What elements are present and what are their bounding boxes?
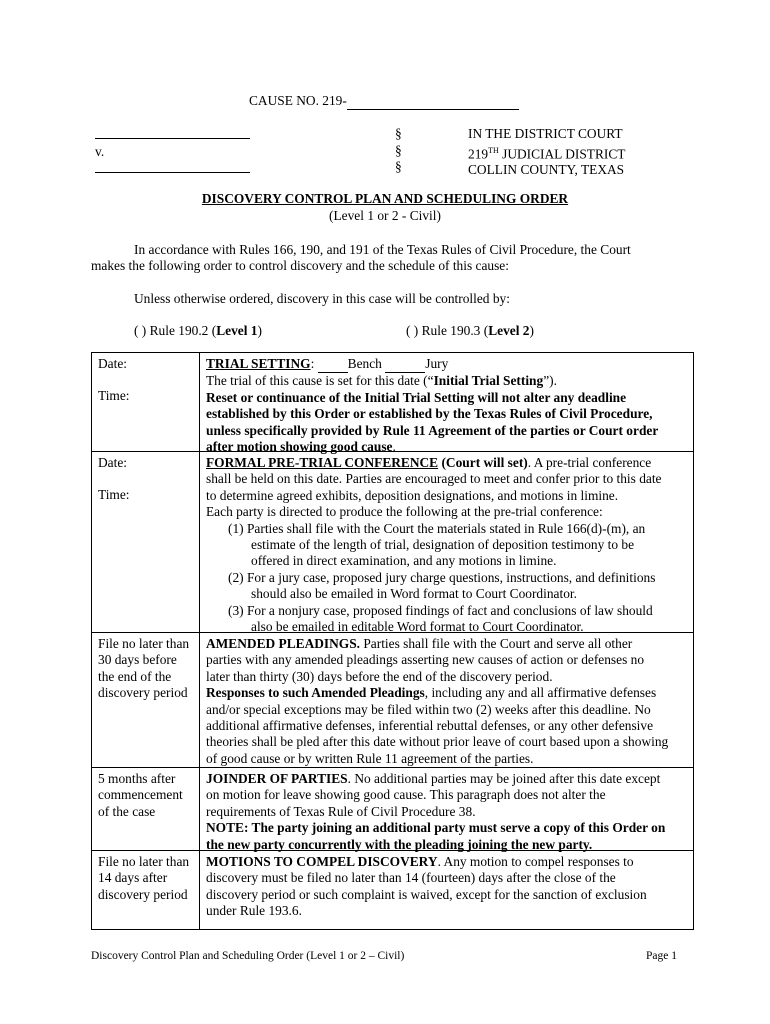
trial-date-label: Date:	[98, 356, 127, 371]
level-2-bold: Level 2	[488, 323, 530, 338]
level-1-suffix: )	[257, 323, 262, 338]
section-symbol: §	[395, 126, 402, 141]
trial-reset-line: after motion showing good cause	[206, 439, 393, 455]
court-caption	[468, 126, 625, 179]
trial-line-2-post: ”).	[543, 373, 557, 389]
responses-heading: Responses to such Amended Pleadings	[206, 685, 425, 701]
section-symbol: §	[395, 159, 402, 174]
joinder-note: the new party concurrently with the pleading joining the new party.	[206, 836, 593, 852]
pretrial-item	[206, 521, 690, 570]
trial-setting-row	[92, 353, 693, 455]
court-line-2	[468, 143, 625, 163]
title-sub: (Level 1 or 2 - Civil)	[329, 207, 441, 223]
pretrial-heading: FORMAL PRE-TRIAL CONFERENCE	[206, 455, 439, 470]
pretrial-text	[206, 455, 690, 635]
item-text: For a nonjury case, proposed findings of fact and conclusions of law should	[246, 602, 653, 618]
pretrial-line: shall be held on this date. Parties are encouraged to meet and confer prior to this date	[206, 471, 662, 487]
deadline-line: 5 months after	[98, 771, 176, 786]
item-number: (1)	[228, 520, 244, 536]
joinder-line: requirements of Texas Rule of Civil Procedure 38.	[206, 803, 476, 819]
amended-pleadings-row	[92, 632, 693, 768]
compel-line-1: . Any motion to compel responses to	[437, 854, 634, 869]
intro-line-2: makes the following order to control discovery and the schedule of this cause:	[91, 258, 509, 274]
responses-line-1: , including any and all affirmative defenses	[424, 685, 657, 701]
joinder-note: NOTE: The party joining an additional party must serve a copy of this Order on	[206, 820, 666, 836]
district-number: 219	[468, 145, 489, 161]
cause-number-blank[interactable]	[347, 93, 519, 110]
trial-reset-line: established by this Order or established by the Texas Rules of Civil Procedure,	[206, 406, 653, 422]
pretrial-item	[206, 603, 690, 636]
pretrial-date-label: Date:	[98, 455, 127, 470]
pretrial-item	[206, 570, 690, 603]
trial-heading: TRIAL SETTING	[206, 356, 311, 371]
pretrial-time-label: Time:	[98, 487, 130, 502]
court-will-set: (Court will set)	[438, 455, 528, 470]
amended-pleadings-text	[206, 636, 690, 767]
compel-deadline-label	[98, 854, 198, 903]
amended-line: theories shall be pled after this date without prior leave of court based upon a showing	[206, 734, 669, 750]
intro-paragraph	[91, 242, 691, 275]
deadline-line: of the case	[98, 803, 156, 819]
jury-blank[interactable]	[385, 356, 425, 373]
deadline-line: 30 days before	[98, 652, 177, 668]
versus-label: v.	[95, 144, 105, 159]
trial-reset-line: Reset or continuance of the Initial Trial Setting will not alter any deadline	[206, 389, 627, 405]
compel-line: discovery must be filed no later than 14 (fourteen) days after the close of the	[206, 870, 616, 886]
pretrial-line: Each party is directed to produce the following at the pre-trial conference:	[206, 504, 603, 520]
item-number: (2)	[228, 569, 244, 585]
trial-setting-text	[206, 356, 690, 455]
title-main: DISCOVERY CONTROL PLAN AND SCHEDULING ORDER	[201, 191, 569, 206]
trial-reset-line: unless specifically provided by Rule 11 Agreement of the parties or Court order	[206, 422, 659, 438]
compel-line: discovery period or such complaint is waived, except for the sanction of exclusion	[206, 886, 647, 902]
trial-line-2-pre: The trial of this cause is set for this date (“	[206, 373, 434, 389]
compel-text	[206, 854, 690, 920]
document-title	[91, 191, 679, 224]
level-1-bold: Level 1	[216, 323, 258, 338]
court-line-1: IN THE DISTRICT COURT	[468, 126, 623, 141]
defendant-blank[interactable]	[95, 158, 250, 173]
deadline-line: File no later than	[98, 636, 190, 651]
joinder-line-1: . No additional parties may be joined after this date except	[347, 771, 661, 786]
motions-to-compel-row	[92, 850, 693, 931]
deadline-line: File no later than	[98, 854, 190, 869]
intro-line-1: In accordance with Rules 166, 190, and 191 of the Texas Rules of Civil Procedure, the Court	[134, 242, 631, 257]
item-text: should also be emailed in Word format to Court Coordinator.	[251, 586, 577, 602]
level-2-suffix: )	[529, 323, 534, 338]
district-suffix: TH	[488, 145, 499, 155]
deadline-line: discovery period	[98, 685, 188, 701]
pretrial-conference-row	[92, 451, 693, 633]
level-1-option[interactable]	[134, 323, 262, 339]
deadline-line: 14 days after	[98, 870, 168, 886]
amended-line: parties with any amended pleadings asserting new causes of action or defenses no	[206, 652, 645, 668]
trial-time-label: Time:	[98, 388, 130, 403]
amended-heading: AMENDED PLEADINGS.	[206, 636, 361, 651]
court-line-3: COLLIN COUNTY, TEXAS	[468, 162, 625, 178]
pretrial-heading-post: . A pre-trial conference	[527, 455, 652, 470]
page-number: Page 1	[646, 950, 677, 962]
item-text: Parties shall file with the Court the materials stated in Rule 166(d)-(m), an	[246, 520, 646, 536]
control-statement: Unless otherwise ordered, discovery in this case will be controlled by:	[134, 291, 510, 306]
amended-line-1: Parties shall file with the Court and serve all other	[360, 636, 633, 651]
section-symbol: §	[395, 142, 402, 158]
joinder-deadline-label	[98, 771, 198, 820]
item-text: offered in direct examination, and any motions in limine.	[251, 553, 557, 569]
item-text: estimate of the length of trial, designation of deposition testimony to be	[251, 537, 635, 553]
schedule-table	[91, 352, 694, 930]
pretrial-line: to determine agreed exhibits, deposition designations, and motions in limine.	[206, 487, 619, 503]
compel-heading: MOTIONS TO COMPEL DISCOVERY	[206, 854, 438, 869]
item-text: also be emailed in editable Word format to Court Coordinator.	[251, 619, 584, 635]
joinder-text	[206, 771, 690, 853]
jury-label: Jury	[425, 356, 449, 371]
trial-reset-period: .	[392, 439, 396, 455]
district-label: JUDICIAL DISTRICT	[498, 145, 626, 161]
compel-line: under Rule 193.6.	[206, 903, 302, 919]
bench-blank[interactable]	[318, 356, 348, 373]
footer-title: Discovery Control Plan and Scheduling Order (Level 1 or 2 – Civil)	[91, 950, 405, 962]
deadline-line: commencement	[98, 787, 183, 803]
deadline-line: the end of the	[98, 668, 172, 684]
plaintiff-blank[interactable]	[95, 124, 250, 139]
amended-line: and/or special exceptions may be filed within two (2) weeks after this deadline. No	[206, 701, 651, 717]
cause-label: CAUSE NO. 219-	[249, 93, 347, 108]
joinder-row	[92, 767, 693, 851]
bench-label: Bench	[347, 356, 382, 371]
level-2-prefix: ( ) Rule 190.3 (	[406, 323, 489, 338]
cause-number	[249, 93, 519, 110]
joinder-heading: JOINDER OF PARTIES	[206, 771, 348, 786]
item-number: (3)	[228, 602, 244, 618]
item-text: For a jury case, proposed jury charge questions, instructions, and definitions	[246, 569, 656, 585]
level-1-prefix: ( ) Rule 190.2 (	[134, 323, 217, 338]
deadline-line: discovery period	[98, 886, 188, 902]
level-2-option[interactable]	[406, 323, 534, 339]
amended-line: of good cause or by written Rule 11 agreement of the parties.	[206, 750, 534, 766]
amended-line: additional affirmative defenses, inferential rebuttal defenses, or any other defensive	[206, 718, 654, 734]
joinder-line: on motion for leave showing good cause. This paragraph does not alter the	[206, 787, 606, 803]
amended-deadline-label	[98, 636, 198, 702]
section-symbols	[395, 126, 402, 176]
trial-colon: :	[310, 356, 315, 371]
initial-trial-setting-term: Initial Trial Setting	[433, 373, 544, 389]
amended-line: later than thirty (30) days before the end of the discovery period.	[206, 668, 553, 684]
